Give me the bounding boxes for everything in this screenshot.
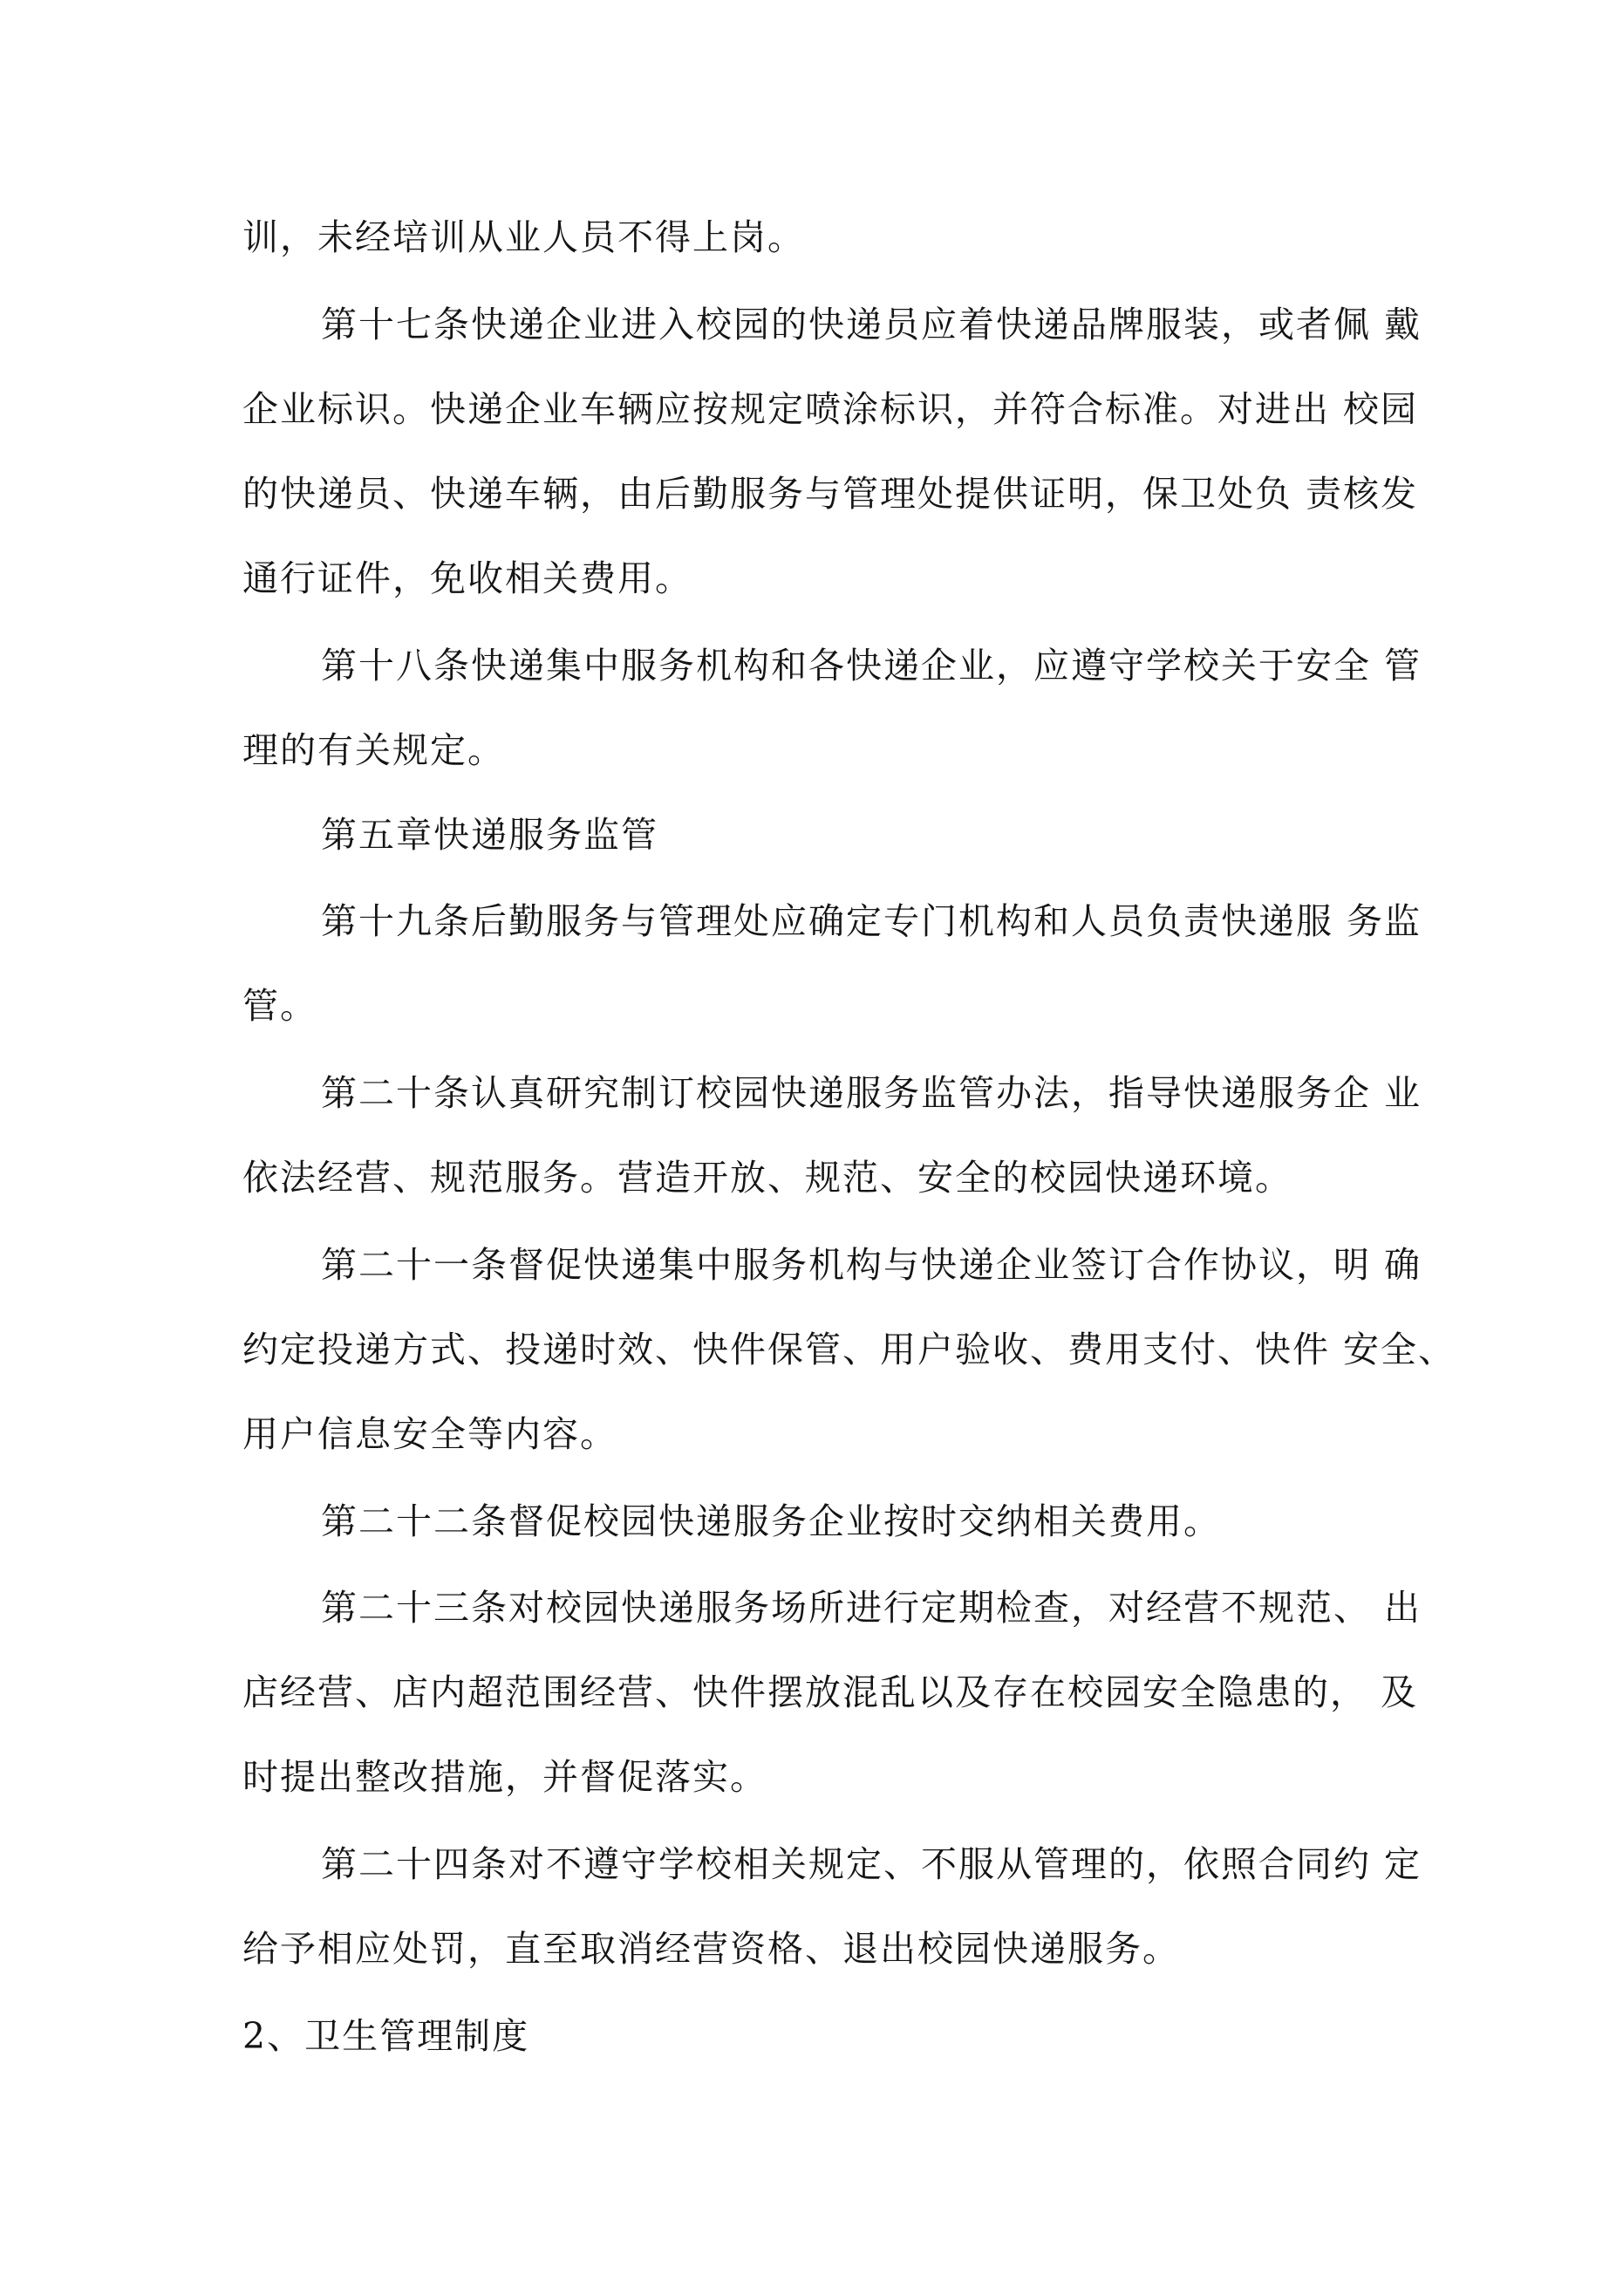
text-line: 第十七条快递企业进入校园的快递员应着快递品牌服装，或者佩 戴 xyxy=(321,304,1422,345)
text-line: 第十八条快递集中服务机构和各快递企业，应遵守学校关于安全 管 xyxy=(321,645,1422,687)
text-line: 通行证件，免收相关费用。 xyxy=(242,557,692,599)
text-line: 依法经营、规范服务。营造开放、规范、安全的校园快递环境。 xyxy=(242,1157,1292,1199)
text-line: 理的有关规定。 xyxy=(242,729,505,771)
text-line: 店经营、店内超范围经营、快件摆放混乱以及存在校园安全隐患的， 及 xyxy=(242,1671,1419,1713)
text-line: 第二十一条督促快递集中服务机构与快递企业签订合作协议，明 确 xyxy=(321,1244,1422,1286)
text-line: 用户信息安全等内容。 xyxy=(242,1413,617,1455)
section-heading: 第五章快递服务监管 xyxy=(321,814,658,856)
text-line: 管。 xyxy=(242,985,317,1027)
text-line: 第二十条认真研究制订校园快递服务监管办法，指导快递服务企 业 xyxy=(321,1072,1422,1114)
text-line: 第二十三条对校园快递服务场所进行定期检查，对经营不规范、 出 xyxy=(321,1587,1422,1629)
section-heading: 2、卫生管理制度 xyxy=(242,2015,530,2057)
text-line: 训，未经培训从业人员不得上岗。 xyxy=(242,216,805,258)
text-line: 第十九条后勤服务与管理处应确定专门机构和人员负责快递服 务监 xyxy=(321,900,1422,942)
text-line: 的快递员、快递车辆，由后勤服务与管理处提供证明，保卫处负 责核发 xyxy=(242,473,1419,515)
text-line: 企业标识。快递企业车辆应按规定喷涂标识，并符合标准。对进出 校园 xyxy=(242,388,1419,430)
text-line: 第二十四条对不遵守学校相关规定、不服从管理的，依照合同约 定 xyxy=(321,1843,1422,1885)
text-line: 时提出整改措施，并督促落实。 xyxy=(242,1756,767,1798)
text-line: 约定投递方式、投递时效、快件保管、用户验收、费用支付、快件 安全、 xyxy=(242,1329,1456,1370)
text-line: 第二十二条督促校园快递服务企业按时交纳相关费用。 xyxy=(321,1500,1221,1542)
text-line: 给予相应处罚，直至取消经营资格、退出校园快递服务。 xyxy=(242,1928,1180,1970)
